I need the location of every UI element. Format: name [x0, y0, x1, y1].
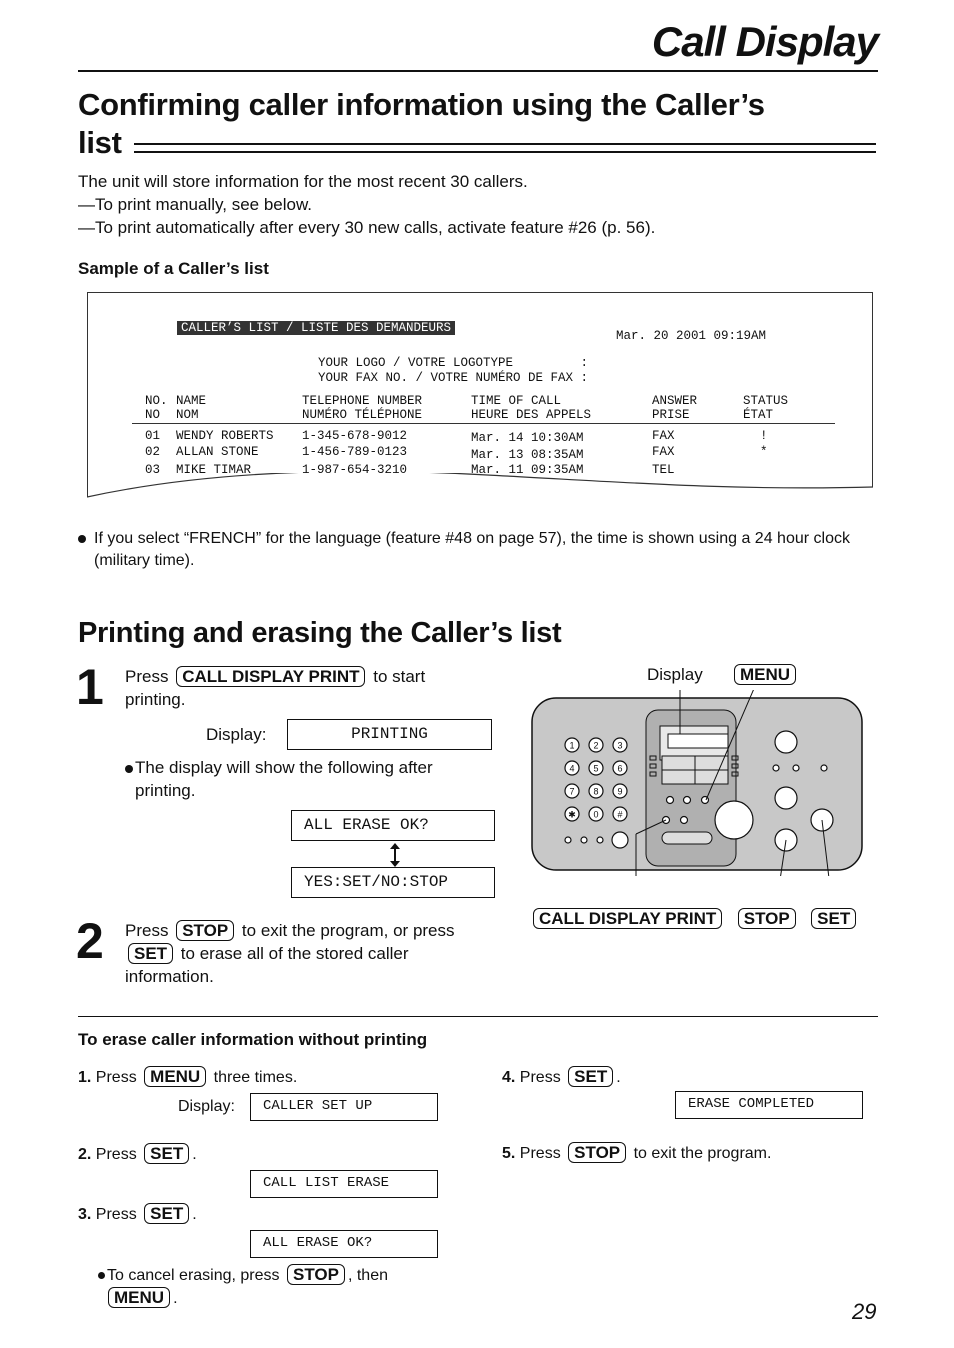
svg-text:5: 5	[593, 763, 599, 774]
erase-step-1: 1. Press MENU three times.	[78, 1067, 298, 1086]
sample-label: Sample of a Caller’s list	[78, 259, 269, 278]
col-header-status: STATUS ÉTAT	[743, 394, 789, 422]
col-header-name: NAME NOM	[176, 394, 207, 422]
header-divider	[132, 423, 835, 424]
heading-confirming: Confirming caller information using the Caller’s list	[78, 87, 765, 160]
set-key[interactable]: SET	[128, 943, 173, 964]
stop-key[interactable]: STOP	[287, 1264, 345, 1285]
svg-text:#: #	[617, 809, 623, 820]
svg-text:7: 7	[569, 786, 575, 797]
keypad-key[interactable]	[589, 761, 603, 775]
heading-rule	[134, 143, 876, 153]
sample-date: Mar. 20 2001 09:19AM	[616, 329, 767, 343]
set-key[interactable]: SET	[568, 1066, 613, 1087]
svg-text:9: 9	[617, 786, 623, 797]
svg-text:2: 2	[593, 740, 599, 751]
keypad-key[interactable]	[589, 807, 603, 821]
lcd-printing: PRINTING	[287, 719, 492, 750]
sample-fax-line: YOUR FAX NO. / VOTRE NUMÉRO DE FAX :	[318, 371, 589, 385]
intro-text: The unit will store information for the most recent 30 callers. —To print manually, see below. —To print automatically after every 30 new calls, activate feature #26 (p. 56).	[78, 172, 656, 237]
updown-arrow-icon	[388, 842, 402, 868]
diagram-call-display-print-key[interactable]: CALL DISPLAY PRINT	[533, 908, 722, 929]
step-2-text: Press STOP to exit the program, or press SET to erase all of the stored caller information.	[125, 921, 455, 986]
step-2-number: 2	[76, 913, 104, 969]
section-header	[78, 18, 878, 72]
call-display-print-key[interactable]: CALL DISPLAY PRINT	[176, 666, 365, 687]
keypad-key[interactable]	[565, 761, 579, 775]
cancel-note: To cancel erasing, press STOP , then MENU .	[98, 1264, 388, 1310]
col-header-phone: TELEPHONE NUMBER NUMÉRO TÉLÉPHONE	[302, 394, 423, 422]
svg-text:6: 6	[617, 763, 623, 774]
step-1-text: Press CALL DISPLAY PRINT to start printing.	[125, 667, 426, 709]
lcd-caller-set-up: CALLER SET UP	[250, 1093, 438, 1121]
erase-step-3: 3. Press SET .	[78, 1204, 197, 1223]
keypad-key[interactable]	[613, 738, 627, 752]
display-label: Display:	[206, 725, 267, 744]
menu-key[interactable]: MENU	[144, 1066, 206, 1087]
lcd-yes-no: YES:SET/NO:STOP	[291, 867, 495, 898]
keypad-key[interactable]	[613, 784, 627, 798]
step-1-number: 1	[76, 659, 104, 715]
section-title: Call Display	[651, 18, 878, 65]
sample-title: CALLER’S LIST / LISTE DES DEMANDEURS	[177, 321, 455, 335]
keypad-key[interactable]	[589, 784, 603, 798]
svg-text:3: 3	[617, 740, 623, 751]
bullet-icon	[78, 535, 86, 543]
erase-display-label: Display:	[178, 1098, 235, 1115]
col-header-no: NO. NO	[145, 394, 168, 422]
bullet-icon	[125, 765, 133, 773]
fax-panel-diagram	[530, 690, 866, 876]
keypad-key[interactable]	[565, 784, 579, 798]
col-header-answer: ANSWER PRISE	[652, 394, 698, 422]
keypad-key[interactable]	[565, 738, 579, 752]
lcd-erase-completed: ERASE COMPLETED	[675, 1091, 863, 1119]
svg-text:4: 4	[569, 763, 575, 774]
svg-text:1: 1	[569, 740, 575, 751]
erase-heading: To erase caller information without printing	[78, 1030, 428, 1049]
page-number: 29	[852, 1299, 877, 1324]
keypad-key[interactable]	[613, 807, 627, 821]
bullet-icon	[98, 1272, 105, 1279]
menu-key[interactable]: MENU	[108, 1287, 170, 1308]
diagram-stop-key[interactable]: STOP	[738, 908, 796, 929]
set-key[interactable]: SET	[144, 1143, 189, 1164]
svg-text:0: 0	[593, 809, 599, 820]
erase-step-5: 5. Press STOP to exit the program.	[502, 1143, 772, 1162]
stop-key[interactable]: STOP	[176, 920, 234, 941]
lcd-all-erase: ALL ERASE OK?	[291, 810, 495, 841]
keypad-key[interactable]	[589, 738, 603, 752]
keypad-key[interactable]	[565, 807, 579, 821]
svg-text:8: 8	[593, 786, 599, 797]
erase-step-4: 4. Press SET .	[502, 1067, 621, 1086]
set-key[interactable]: SET	[144, 1203, 189, 1224]
stop-key[interactable]: STOP	[568, 1142, 626, 1163]
sample-callers-list: CALLER’S LIST / LISTE DES DEMANDEURS Mar. 20 2001 09:19AM YOUR LOGO / VOTRE LOGOTYPE : YOUR FAX NO. / VOTRE NUMÉRO DE FAX : NO. NO NAME NOM TELEPHONE NUMBER NUMÉRO TÉLÉPHONE TIME OF CALL HEURE DES APPELS ANSWER PRISE STATUS ÉTAT 01 WENDY ROBERTS 1-345-678-9012 Mar. 14 10:30AM FAX ! 02 ALLAN STONE 1-456-789-0123 Mar. 13 08:35AM FAX * 03 MIKE TIMAR 1-987-654-3210 Mar. 11 09:35AM TEL	[87, 292, 873, 506]
col-header-time: TIME OF CALL HEURE DES APPELS	[471, 394, 592, 422]
diagram-menu-key[interactable]: MENU	[734, 664, 796, 685]
diagram-labels	[530, 908, 859, 929]
french-note: If you select “FRENCH” for the language (feature #48 on page 57), the time is shown using a 24 hour clock (military time).	[78, 528, 868, 572]
sample-logo-line: YOUR LOGO / VOTRE LOGOTYPE :	[318, 356, 589, 370]
diagram-set-key[interactable]: SET	[811, 908, 856, 929]
heading-printing: Printing and erasing the Caller’s list	[78, 617, 562, 649]
erase-step-2: 2. Press SET .	[78, 1144, 197, 1163]
step-1-note: The display will show the following after printing.	[125, 756, 433, 802]
lcd-call-list-erase: CALL LIST ERASE	[250, 1170, 438, 1198]
keypad-key[interactable]	[613, 761, 627, 775]
diagram-display-label: Display	[647, 665, 703, 684]
erase-divider	[78, 1016, 878, 1017]
torn-edge	[87, 473, 873, 507]
lcd-all-erase-ok: ALL ERASE OK?	[250, 1230, 438, 1258]
svg-text:✱: ✱	[568, 809, 576, 820]
